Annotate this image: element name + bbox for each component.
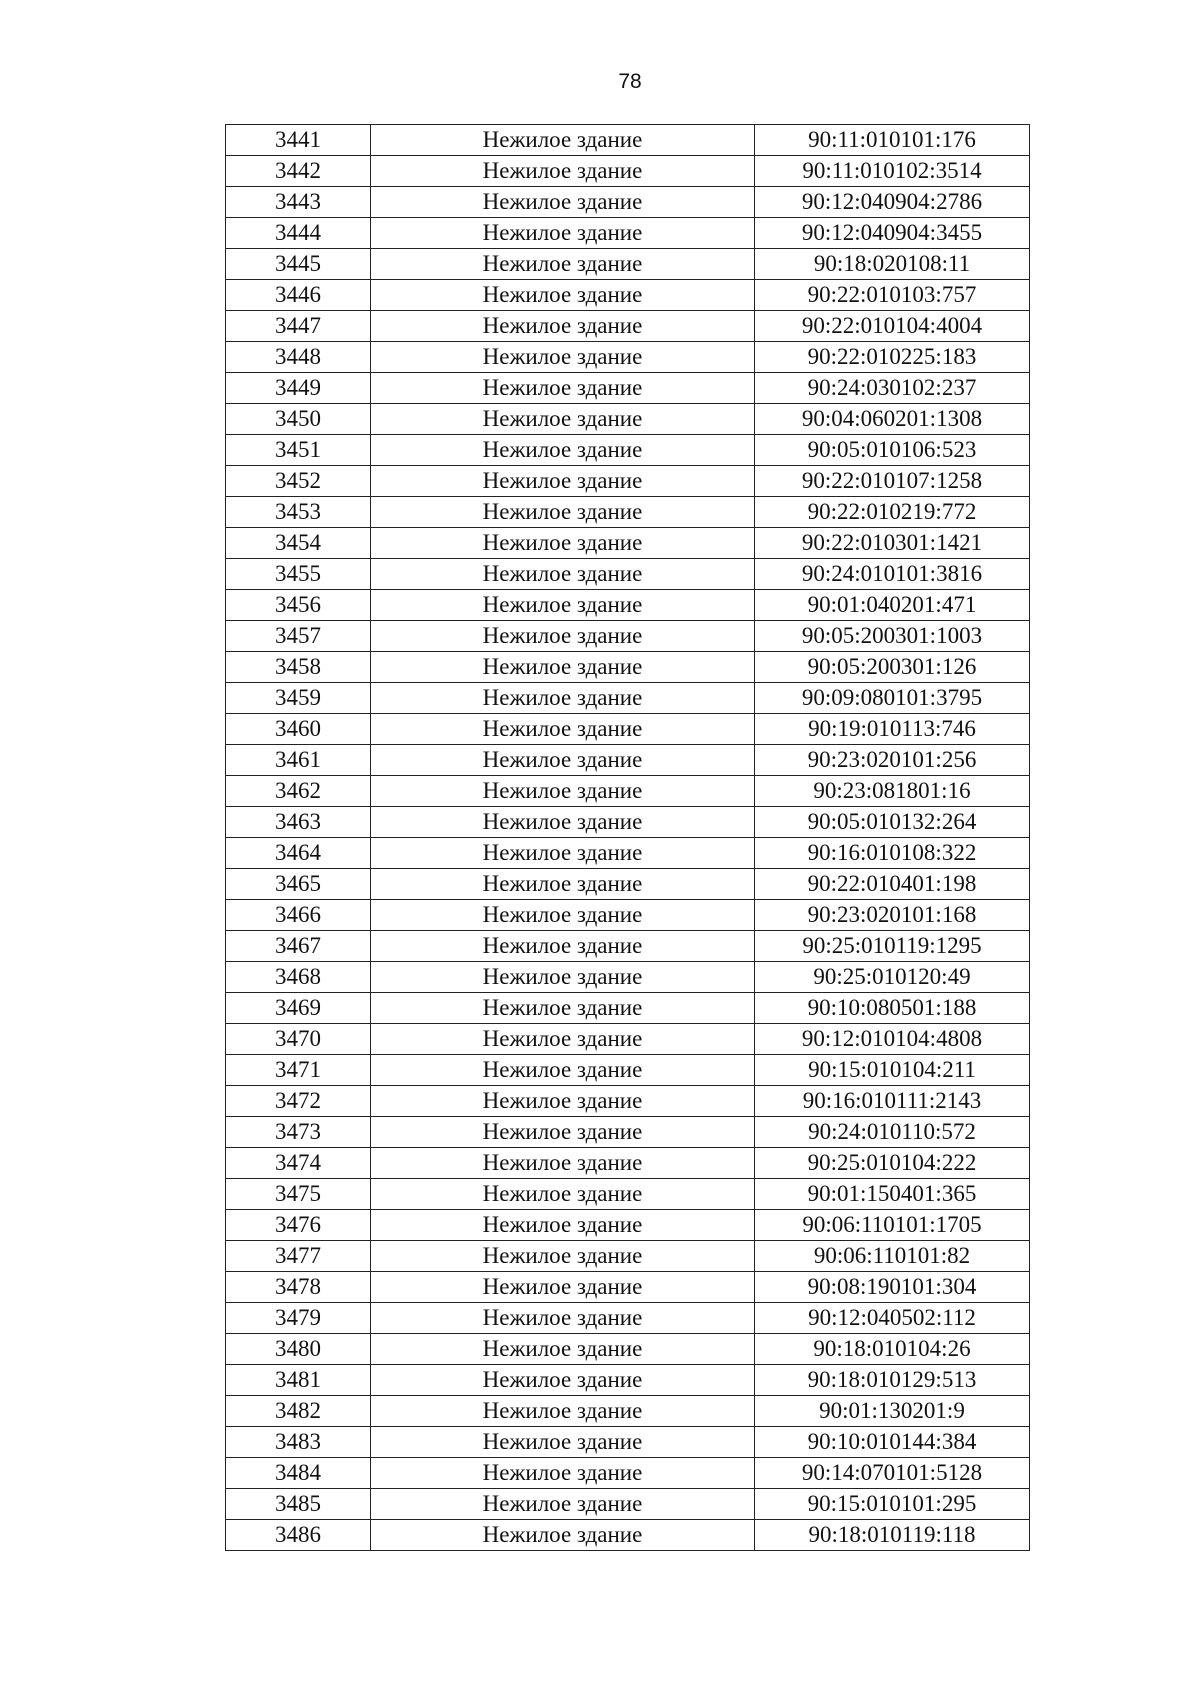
object-type-cell: Нежилое здание [371, 807, 755, 838]
table-row [226, 1396, 1030, 1427]
cadastral-number-cell: 90:06:110101:82 [755, 1241, 1030, 1272]
cadastral-number-cell: 90:25:010104:222 [755, 1148, 1030, 1179]
page-number: 78 [618, 70, 642, 93]
table-row [226, 1272, 1030, 1303]
row-number-cell: 3480 [226, 1334, 371, 1365]
cadastral-number-cell: 90:25:010120:49 [755, 962, 1030, 993]
table-row [226, 1458, 1030, 1489]
table-row [226, 435, 1030, 466]
table-row [226, 125, 1030, 156]
cadastral-number-cell: 90:18:010129:513 [755, 1365, 1030, 1396]
row-number-cell: 3449 [226, 373, 371, 404]
table-row [226, 869, 1030, 900]
object-type-cell: Нежилое здание [371, 342, 755, 373]
row-number-cell: 3476 [226, 1210, 371, 1241]
table-row [226, 931, 1030, 962]
cadastral-number-cell: 90:22:010301:1421 [755, 528, 1030, 559]
row-number-cell: 3478 [226, 1272, 371, 1303]
table-row [226, 1520, 1030, 1551]
table-row [226, 466, 1030, 497]
row-number-cell: 3446 [226, 280, 371, 311]
row-number-cell: 3450 [226, 404, 371, 435]
object-type-cell: Нежилое здание [371, 1086, 755, 1117]
object-type-cell: Нежилое здание [371, 1303, 755, 1334]
object-type-cell: Нежилое здание [371, 466, 755, 497]
object-type-cell: Нежилое здание [371, 497, 755, 528]
cadastral-number-cell: 90:05:010106:523 [755, 435, 1030, 466]
row-number-cell: 3461 [226, 745, 371, 776]
object-type-cell: Нежилое здание [371, 404, 755, 435]
object-type-cell: Нежилое здание [371, 280, 755, 311]
table-row [226, 776, 1030, 807]
row-number-cell: 3453 [226, 497, 371, 528]
row-number-cell: 3475 [226, 1179, 371, 1210]
cadastral-number-cell: 90:18:010104:26 [755, 1334, 1030, 1365]
table-row [226, 1086, 1030, 1117]
cadastral-number-cell: 90:24:030102:237 [755, 373, 1030, 404]
cadastral-number-cell: 90:11:010101:176 [755, 125, 1030, 156]
object-type-cell: Нежилое здание [371, 1179, 755, 1210]
object-type-cell: Нежилое здание [371, 714, 755, 745]
table-row [226, 683, 1030, 714]
row-number-cell: 3486 [226, 1520, 371, 1551]
row-number-cell: 3484 [226, 1458, 371, 1489]
cadastral-number-cell: 90:22:010219:772 [755, 497, 1030, 528]
table-row [226, 311, 1030, 342]
cadastral-number-cell: 90:05:010132:264 [755, 807, 1030, 838]
table-row [226, 652, 1030, 683]
row-number-cell: 3452 [226, 466, 371, 497]
table-row [226, 156, 1030, 187]
row-number-cell: 3485 [226, 1489, 371, 1520]
table-row [226, 1489, 1030, 1520]
object-type-cell: Нежилое здание [371, 1148, 755, 1179]
row-number-cell: 3448 [226, 342, 371, 373]
object-type-cell: Нежилое здание [371, 590, 755, 621]
row-number-cell: 3477 [226, 1241, 371, 1272]
table-row [226, 1179, 1030, 1210]
row-number-cell: 3447 [226, 311, 371, 342]
object-type-cell: Нежилое здание [371, 528, 755, 559]
row-number-cell: 3451 [226, 435, 371, 466]
row-number-cell: 3467 [226, 931, 371, 962]
object-type-cell: Нежилое здание [371, 776, 755, 807]
row-number-cell: 3465 [226, 869, 371, 900]
row-number-cell: 3474 [226, 1148, 371, 1179]
table-row [226, 1210, 1030, 1241]
table-row [226, 1148, 1030, 1179]
table-row [226, 249, 1030, 280]
cadastral-number-cell: 90:23:020101:168 [755, 900, 1030, 931]
row-number-cell: 3456 [226, 590, 371, 621]
cadastral-number-cell: 90:25:010119:1295 [755, 931, 1030, 962]
row-number-cell: 3441 [226, 125, 371, 156]
table-row [226, 1241, 1030, 1272]
row-number-cell: 3468 [226, 962, 371, 993]
row-number-cell: 3471 [226, 1055, 371, 1086]
cadastral-number-cell: 90:11:010102:3514 [755, 156, 1030, 187]
cadastral-number-cell: 90:22:010103:757 [755, 280, 1030, 311]
table-row [226, 187, 1030, 218]
table-row [226, 342, 1030, 373]
table-row [226, 1334, 1030, 1365]
row-number-cell: 3481 [226, 1365, 371, 1396]
cadastral-number-cell: 90:24:010110:572 [755, 1117, 1030, 1148]
table-row [226, 1117, 1030, 1148]
object-type-cell: Нежилое здание [371, 218, 755, 249]
cadastral-number-cell: 90:15:010104:211 [755, 1055, 1030, 1086]
object-type-cell: Нежилое здание [371, 1458, 755, 1489]
object-type-cell: Нежилое здание [371, 1024, 755, 1055]
cadastral-number-cell: 90:09:080101:3795 [755, 683, 1030, 714]
object-type-cell: Нежилое здание [371, 1272, 755, 1303]
table-row [226, 280, 1030, 311]
object-type-cell: Нежилое здание [371, 1489, 755, 1520]
cadastral-number-cell: 90:01:040201:471 [755, 590, 1030, 621]
row-number-cell: 3479 [226, 1303, 371, 1334]
table-row [226, 745, 1030, 776]
table-row [226, 1024, 1030, 1055]
object-type-cell: Нежилое здание [371, 683, 755, 714]
row-number-cell: 3470 [226, 1024, 371, 1055]
object-type-cell: Нежилое здание [371, 249, 755, 280]
cadastral-number-cell: 90:12:040502:112 [755, 1303, 1030, 1334]
row-number-cell: 3454 [226, 528, 371, 559]
cadastral-number-cell: 90:22:010107:1258 [755, 466, 1030, 497]
row-number-cell: 3462 [226, 776, 371, 807]
table-row [226, 559, 1030, 590]
cadastral-number-cell: 90:05:200301:126 [755, 652, 1030, 683]
object-type-cell: Нежилое здание [371, 1365, 755, 1396]
object-type-cell: Нежилое здание [371, 1117, 755, 1148]
cadastral-number-cell: 90:06:110101:1705 [755, 1210, 1030, 1241]
table-row [226, 1365, 1030, 1396]
row-number-cell: 3455 [226, 559, 371, 590]
object-type-cell: Нежилое здание [371, 311, 755, 342]
object-type-cell: Нежилое здание [371, 962, 755, 993]
registry-table-body [226, 125, 1030, 1551]
row-number-cell: 3463 [226, 807, 371, 838]
row-number-cell: 3483 [226, 1427, 371, 1458]
cadastral-number-cell: 90:01:130201:9 [755, 1396, 1030, 1427]
cadastral-number-cell: 90:10:080501:188 [755, 993, 1030, 1024]
row-number-cell: 3459 [226, 683, 371, 714]
object-type-cell: Нежилое здание [371, 931, 755, 962]
cadastral-number-cell: 90:01:150401:365 [755, 1179, 1030, 1210]
table-row [226, 590, 1030, 621]
row-number-cell: 3469 [226, 993, 371, 1024]
cadastral-number-cell: 90:08:190101:304 [755, 1272, 1030, 1303]
object-type-cell: Нежилое здание [371, 745, 755, 776]
table-row [226, 1303, 1030, 1334]
cadastral-number-cell: 90:12:040904:2786 [755, 187, 1030, 218]
cadastral-number-cell: 90:12:040904:3455 [755, 218, 1030, 249]
cadastral-number-cell: 90:16:010108:322 [755, 838, 1030, 869]
cadastral-number-cell: 90:05:200301:1003 [755, 621, 1030, 652]
cadastral-number-cell: 90:24:010101:3816 [755, 559, 1030, 590]
object-type-cell: Нежилое здание [371, 559, 755, 590]
table-row [226, 497, 1030, 528]
table-row [226, 900, 1030, 931]
cadastral-number-cell: 90:22:010401:198 [755, 869, 1030, 900]
cadastral-number-cell: 90:10:010144:384 [755, 1427, 1030, 1458]
row-number-cell: 3472 [226, 1086, 371, 1117]
table-row [226, 993, 1030, 1024]
row-number-cell: 3460 [226, 714, 371, 745]
table-row [226, 373, 1030, 404]
row-number-cell: 3473 [226, 1117, 371, 1148]
table-row [226, 962, 1030, 993]
object-type-cell: Нежилое здание [371, 838, 755, 869]
object-type-cell: Нежилое здание [371, 993, 755, 1024]
cadastral-number-cell: 90:22:010104:4004 [755, 311, 1030, 342]
table-row [226, 838, 1030, 869]
row-number-cell: 3464 [226, 838, 371, 869]
table-row [226, 218, 1030, 249]
object-type-cell: Нежилое здание [371, 187, 755, 218]
row-number-cell: 3482 [226, 1396, 371, 1427]
object-type-cell: Нежилое здание [371, 900, 755, 931]
table-row [226, 807, 1030, 838]
object-type-cell: Нежилое здание [371, 1427, 755, 1458]
object-type-cell: Нежилое здание [371, 156, 755, 187]
cadastral-number-cell: 90:18:010119:118 [755, 1520, 1030, 1551]
object-type-cell: Нежилое здание [371, 869, 755, 900]
cadastral-number-cell: 90:19:010113:746 [755, 714, 1030, 745]
cadastral-number-cell: 90:15:010101:295 [755, 1489, 1030, 1520]
table-row [226, 1427, 1030, 1458]
table-row [226, 621, 1030, 652]
object-type-cell: Нежилое здание [371, 435, 755, 466]
object-type-cell: Нежилое здание [371, 373, 755, 404]
row-number-cell: 3445 [226, 249, 371, 280]
object-type-cell: Нежилое здание [371, 1241, 755, 1272]
cadastral-number-cell: 90:04:060201:1308 [755, 404, 1030, 435]
object-type-cell: Нежилое здание [371, 125, 755, 156]
object-type-cell: Нежилое здание [371, 652, 755, 683]
object-type-cell: Нежилое здание [371, 1055, 755, 1086]
cadastral-number-cell: 90:23:020101:256 [755, 745, 1030, 776]
table-row [226, 1055, 1030, 1086]
row-number-cell: 3457 [226, 621, 371, 652]
row-number-cell: 3444 [226, 218, 371, 249]
row-number-cell: 3443 [226, 187, 371, 218]
object-type-cell: Нежилое здание [371, 1210, 755, 1241]
object-type-cell: Нежилое здание [371, 1396, 755, 1427]
cadastral-number-cell: 90:22:010225:183 [755, 342, 1030, 373]
cadastral-number-cell: 90:23:081801:16 [755, 776, 1030, 807]
cadastral-number-cell: 90:14:070101:5128 [755, 1458, 1030, 1489]
cadastral-number-cell: 90:18:020108:11 [755, 249, 1030, 280]
object-type-cell: Нежилое здание [371, 1520, 755, 1551]
cadastral-number-cell: 90:12:010104:4808 [755, 1024, 1030, 1055]
object-type-cell: Нежилое здание [371, 1334, 755, 1365]
row-number-cell: 3466 [226, 900, 371, 931]
row-number-cell: 3458 [226, 652, 371, 683]
cadastral-number-cell: 90:16:010111:2143 [755, 1086, 1030, 1117]
table-row [226, 528, 1030, 559]
object-type-cell: Нежилое здание [371, 621, 755, 652]
table-row [226, 404, 1030, 435]
table-row [226, 714, 1030, 745]
row-number-cell: 3442 [226, 156, 371, 187]
property-registry-table [225, 124, 1030, 1551]
